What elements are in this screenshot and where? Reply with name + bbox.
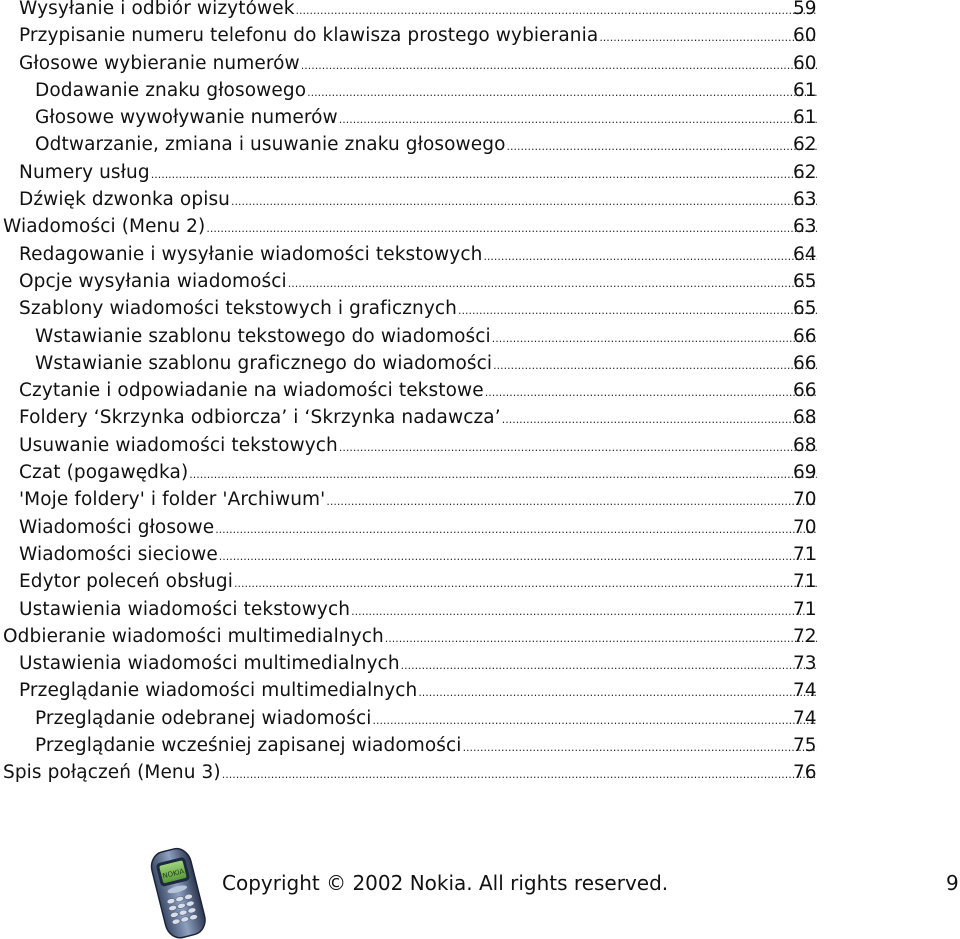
toc-entry <box>0 677 960 704</box>
toc-entry <box>0 596 960 623</box>
svg-text:NOKIA: NOKIA <box>161 867 186 881</box>
toc-entry-title: Opcje wysyłania wiadomości <box>19 270 287 292</box>
toc-entry <box>0 323 960 350</box>
toc-entry-title: Głosowe wybieranie numerów <box>19 52 300 74</box>
toc-dot-leader <box>151 161 817 186</box>
toc-entry <box>0 241 960 268</box>
toc-entry-title: Wstawianie szablonu graficznego do wiadomości <box>35 352 493 374</box>
toc-dot-leader <box>219 543 817 568</box>
toc-entry-title: Odtwarzanie, zmiana i usuwanie znaku głosowego <box>35 134 506 156</box>
toc-entry-line <box>19 50 817 77</box>
toc-entry-title: Ustawienia wiadomości tekstowych <box>19 598 351 620</box>
toc-dot-leader <box>385 625 817 650</box>
toc-entry-title: Dźwięk dzwonka opisu <box>19 189 231 211</box>
toc-entry-title: Odbieranie wiadomości multimedialnych <box>3 625 384 647</box>
toc-entry-line <box>19 268 817 295</box>
toc-entry-page: 61 <box>793 107 817 129</box>
toc-entry-page: 65 <box>793 270 817 292</box>
toc-dot-leader <box>301 52 817 77</box>
toc-entry-page: 64 <box>793 243 817 265</box>
toc-entry <box>0 705 960 732</box>
toc-entry-page: 63 <box>793 189 817 211</box>
toc-entry <box>0 159 960 186</box>
toc-entry-title: Wysyłanie i odbiór wizytówek <box>19 0 295 19</box>
toc-dot-leader <box>502 406 817 431</box>
toc-entry-line <box>35 705 817 732</box>
page-footer <box>0 840 960 939</box>
toc-entry-title: Dodawanie znaku głosowego <box>35 79 307 101</box>
toc-entry-line <box>35 131 817 158</box>
toc-entry-title: Czytanie i odpowiadanie na wiadomości tekstowe <box>19 380 484 402</box>
toc-entry-line <box>19 568 817 595</box>
toc-entry-title: Wstawianie szablonu tekstowego do wiadomości <box>35 325 491 347</box>
toc-entry <box>0 432 960 459</box>
toc-entry-page: 74 <box>793 680 817 702</box>
toc-entry-title: Wiadomości sieciowe <box>19 543 218 565</box>
toc-entry-line <box>35 350 817 377</box>
toc-dot-leader <box>288 270 817 295</box>
toc-entry <box>0 186 960 213</box>
toc-entry-line <box>19 541 817 568</box>
copyright-notice: Copyright © 2002 Nokia. All rights reserved. <box>222 871 669 895</box>
toc-entry-page: 66 <box>793 380 817 402</box>
toc-entry-line <box>19 650 817 677</box>
toc-dot-leader <box>483 243 817 268</box>
toc-entry-page: 60 <box>793 52 817 74</box>
toc-entry-page: 61 <box>793 79 817 101</box>
toc-entry <box>0 514 960 541</box>
toc-dot-leader <box>326 488 817 513</box>
toc-entry-title: Przeglądanie wiadomości multimedialnych <box>19 680 418 702</box>
toc-entry-line <box>3 623 817 650</box>
toc-entry-page: 62 <box>793 161 817 183</box>
toc-entry-page: 70 <box>793 516 817 538</box>
toc-entry <box>0 77 960 104</box>
toc-entry-page: 63 <box>793 216 817 238</box>
toc-entry-page: 72 <box>793 625 817 647</box>
toc-entry-line <box>35 77 817 104</box>
toc-entry-page: 68 <box>793 407 817 429</box>
toc-entry <box>0 131 960 158</box>
toc-entry-page: 71 <box>793 598 817 620</box>
toc-dot-leader <box>485 379 817 404</box>
toc-entry <box>0 350 960 377</box>
toc-entry <box>0 568 960 595</box>
toc-entry-line <box>35 104 817 131</box>
toc-entry-line <box>19 22 817 49</box>
toc-entry-title: Ustawienia wiadomości multimedialnych <box>19 653 400 675</box>
toc-entry-page: 76 <box>793 762 817 784</box>
toc-dot-leader <box>206 215 817 240</box>
toc-entry <box>0 459 960 486</box>
toc-dot-leader <box>492 325 817 350</box>
toc-entry-page: 60 <box>793 25 817 47</box>
toc-entry-title: Szablony wiadomości tekstowych i graficznych <box>19 298 458 320</box>
toc-entry <box>0 213 960 240</box>
toc-entry-title: Spis połączeń (Menu 3) <box>3 762 221 784</box>
toc-dot-leader <box>222 761 817 786</box>
toc-dot-leader <box>234 570 817 595</box>
toc-entry-title: Czat (pogawędka) <box>19 462 189 484</box>
toc-entry <box>0 650 960 677</box>
toc-dot-leader <box>339 434 817 459</box>
toc-dot-leader <box>215 516 817 541</box>
toc-entry-title: Foldery ‘Skrzynka odbiorcza’ i ‘Skrzynka nadawcza’ <box>19 407 501 429</box>
toc-entry-line <box>19 596 817 623</box>
toc-entry-title: Usuwanie wiadomości tekstowych <box>19 434 338 456</box>
toc-entry-page: 69 <box>793 462 817 484</box>
toc-entry-line <box>19 514 817 541</box>
toc-dot-leader <box>372 707 817 732</box>
toc-entry-page: 65 <box>793 298 817 320</box>
toc-entry-page: 71 <box>793 543 817 565</box>
toc-entry-line <box>35 732 817 759</box>
toc-entry-page: 75 <box>793 735 817 757</box>
toc-entry <box>0 268 960 295</box>
toc-entry-line <box>19 404 817 431</box>
toc-entry <box>0 22 960 49</box>
toc-entry-line <box>19 295 817 322</box>
toc-entry-page: 73 <box>793 653 817 675</box>
toc-entry-title: Wiadomości głosowe <box>19 516 215 538</box>
toc-entry <box>0 377 960 404</box>
toc-entry-title: Redagowanie i wysyłanie wiadomości tekstowych <box>19 243 483 265</box>
toc-entry-page: 66 <box>793 352 817 374</box>
toc-dot-leader <box>307 79 817 104</box>
toc-entry-title: Głosowe wywoływanie numerów <box>35 107 338 129</box>
toc-entry-line <box>19 186 817 213</box>
toc-entry-page: 68 <box>793 434 817 456</box>
toc-dot-leader <box>351 598 817 623</box>
toc-entry-title: Przeglądanie odebranej wiadomości <box>35 707 372 729</box>
toc-entry-page: 71 <box>793 571 817 593</box>
toc-dot-leader <box>401 652 817 677</box>
toc-entry-line <box>19 377 817 404</box>
toc-entry <box>0 404 960 431</box>
toc-entry-line <box>3 759 817 786</box>
toc-dot-leader <box>507 133 817 158</box>
toc-entry-page: 59 <box>793 0 817 19</box>
toc-dot-leader <box>339 106 817 131</box>
toc-entry-page: 70 <box>793 489 817 511</box>
toc-entry-line <box>35 323 817 350</box>
toc-entry-title: Numery usług <box>19 161 150 183</box>
toc-dot-leader <box>189 461 817 486</box>
toc-entry <box>0 104 960 131</box>
toc-entry <box>0 50 960 77</box>
toc-entry-line <box>19 241 817 268</box>
toc-entry-page: 62 <box>793 134 817 156</box>
toc-entry <box>0 759 960 786</box>
toc-dot-leader <box>458 297 817 322</box>
toc-entry-line <box>19 677 817 704</box>
toc-entry <box>0 541 960 568</box>
toc-entry <box>0 0 960 22</box>
toc-dot-leader <box>599 24 817 49</box>
toc-entry <box>0 486 960 513</box>
toc-entry-line <box>19 486 817 513</box>
toc-entry-title: Przeglądanie wcześniej zapisanej wiadomości <box>35 735 462 757</box>
toc-entry-title: Edytor poleceń obsługi <box>19 571 233 593</box>
toc-dot-leader <box>418 679 817 704</box>
toc-entry <box>0 623 960 650</box>
nokia-phone-icon <box>140 845 218 939</box>
toc-entry <box>0 732 960 759</box>
toc-entry-line <box>19 432 817 459</box>
toc-entry <box>0 295 960 322</box>
toc-entry-page: 74 <box>793 707 817 729</box>
toc-entry-title: Wiadomości (Menu 2) <box>3 216 206 238</box>
toc-entry-line <box>3 213 817 240</box>
toc-entry-line <box>19 159 817 186</box>
toc-dot-leader <box>493 352 817 377</box>
toc-dot-leader <box>231 188 817 213</box>
toc-entry-line <box>19 459 817 486</box>
page-number: 9 <box>946 871 959 895</box>
toc-entry-line <box>19 0 817 22</box>
toc-dot-leader <box>296 0 817 22</box>
toc-entry-title: Przypisanie numeru telefonu do klawisza prostego wybierania <box>19 25 599 47</box>
toc-entry-page: 66 <box>793 325 817 347</box>
toc-entry-title: 'Moje foldery' i folder 'Archiwum' <box>19 489 326 511</box>
toc-dot-leader <box>463 734 817 759</box>
